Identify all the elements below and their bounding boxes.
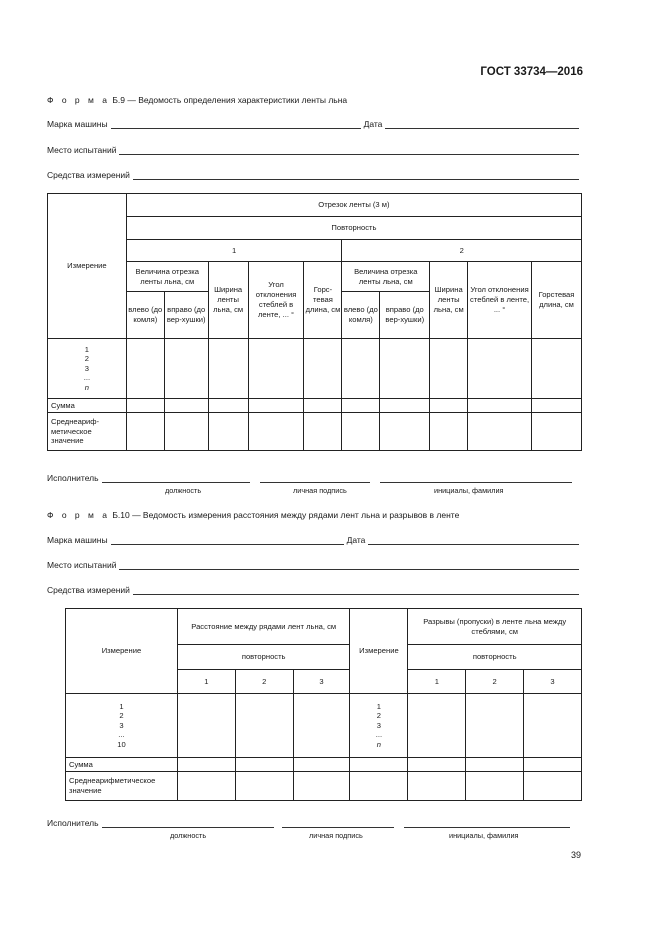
row-1: 1 [84,344,90,354]
machine-label: Марка машины [47,535,108,545]
data-cell[interactable] [235,694,293,758]
avg-cell[interactable] [126,413,164,451]
form9-signature [47,473,579,495]
tools-line[interactable] [133,585,579,595]
avg-cell[interactable] [350,772,408,801]
form9-table [47,193,582,451]
col-3: 3 [293,670,350,694]
sum-cell[interactable] [524,758,582,772]
data-cell[interactable] [164,339,208,399]
sum-cell[interactable] [293,758,350,772]
sum-cell[interactable] [177,758,235,772]
machine-line[interactable] [111,535,344,545]
data-cell[interactable] [248,339,304,399]
form9-word: Ф о р м а [47,95,110,105]
machine-line[interactable] [111,119,361,129]
gaps-header: Разрывы (пропуски) в ленте льна между стеблями, см [408,609,582,645]
avg-cell[interactable] [293,772,350,801]
avg-cell[interactable] [177,772,235,801]
col-2: 2 [466,670,524,694]
distance-header: Расстояние между рядами лент льна, см [177,609,350,645]
tools-label: Средства измерений [47,170,130,180]
data-cell[interactable] [468,339,532,399]
avg-cell[interactable] [466,772,524,801]
measure-header-right: Измерение [350,609,408,694]
position-caption: должность [170,831,207,840]
data-cell[interactable] [177,694,235,758]
form10-place-field[interactable] [47,560,579,570]
avg-cell[interactable] [164,413,208,451]
sum-cell[interactable] [126,399,164,413]
left-header-2: влево (до комля) [342,292,380,339]
form10-title [47,510,459,520]
rows-label-right [350,694,408,758]
position-line[interactable] [102,818,274,828]
repeat-header-right: повторность [408,645,582,670]
sum-cell[interactable] [468,399,532,413]
signature-line[interactable] [260,473,370,483]
position-line[interactable] [102,473,250,483]
row-n: n [376,739,382,749]
measure-header-left: Измерение [66,609,178,694]
date-label: Дата [346,535,366,545]
row-3: 3 [119,720,124,730]
row-10: 10 [117,739,126,749]
right-header-2: вправо (до вер-хушки) [380,292,430,339]
col-1: 1 [408,670,466,694]
place-label: Место испытаний [47,560,117,570]
avg-cell[interactable] [531,413,581,451]
avg-cell[interactable] [304,413,342,451]
date-line[interactable] [385,119,579,129]
form9-place-field[interactable] [47,145,579,155]
avg-cell[interactable] [524,772,582,801]
avg-cell[interactable] [208,413,248,451]
row-3: 3 [84,363,90,373]
date-label: Дата [363,119,383,129]
form10-table [65,608,582,801]
tools-label: Средства измерений [47,585,130,595]
row-dots: ... [375,730,383,740]
signature-line[interactable] [282,818,394,828]
sum-cell[interactable] [342,399,380,413]
data-cell[interactable] [408,694,466,758]
data-cell[interactable] [342,339,380,399]
row-1: 1 [119,701,124,711]
tools-line[interactable] [133,170,579,180]
row-1: 1 [376,701,382,711]
avg-cell[interactable] [408,772,466,801]
place-line[interactable] [119,145,579,155]
row-3: 3 [376,720,382,730]
avg-label: Среднеарифметическое значение [66,772,178,801]
machine-label: Марка машины [47,119,108,129]
form9-title [47,95,347,105]
sum-cell[interactable] [248,399,304,413]
right-header-1: вправо (до вер-хушки) [164,292,208,339]
avg-cell[interactable] [248,413,304,451]
row-dots: ... [83,373,91,383]
angle-header-1: Угол отклонения стеблей в ленте, ... ° [248,262,304,339]
place-label: Место испытаний [47,145,117,155]
sum-cell[interactable] [304,399,342,413]
form10-signature [47,818,579,840]
form9-machine-field[interactable] [47,119,579,129]
sum-cell[interactable] [531,399,581,413]
avg-cell[interactable] [430,413,468,451]
data-cell[interactable] [524,694,582,758]
page-number: 39 [570,850,581,860]
gorst-header-2: Горстевая длина, см [531,262,581,339]
form9-tools-field[interactable] [47,170,579,180]
standard-number: ГОСТ 33734—2016 [480,66,583,78]
form10-machine-field[interactable] [47,535,579,545]
rows-label-left [66,694,178,758]
row-dots: ... [118,730,125,740]
form10-word: Ф о р м а [47,510,110,520]
sum-label: Сумма [48,399,127,413]
col-1: 1 [177,670,235,694]
executor-label: Исполнитель [47,818,99,828]
repeat-header-left: повторность [177,645,350,670]
sum-cell[interactable] [408,758,466,772]
gorst-header-1: Горс-тевая длина, см [304,262,342,339]
data-cell[interactable] [430,339,468,399]
avg-cell[interactable] [342,413,380,451]
sum-cell[interactable] [350,758,408,772]
data-cell[interactable] [531,339,581,399]
seg-size-header-1: Величина отрезка ленты льна, см [126,262,208,292]
data-cell[interactable] [293,694,350,758]
col-2: 2 [235,670,293,694]
seg-size-header-2: Величина отрезка ленты льна, см [342,262,430,292]
sum-cell[interactable] [430,399,468,413]
place-line[interactable] [119,560,579,570]
width-header-2: Ширина ленты льна, см [430,262,468,339]
angle-header-2: Угол отклонения стеблей в ленте, ... ° [468,262,532,339]
signature-caption: личная подпись [309,831,363,840]
avg-label: Среднеариф-метическое значение [48,413,127,451]
sum-cell[interactable] [235,758,293,772]
row-n: n [84,382,90,392]
repeat-header: Повторность [126,217,581,240]
sum-cell[interactable] [466,758,524,772]
row-2: 2 [84,354,90,364]
executor-label: Исполнитель [47,473,99,483]
data-cell[interactable] [208,339,248,399]
col-3: 3 [524,670,582,694]
rows-label [48,339,127,399]
data-cell[interactable] [304,339,342,399]
segment-header: Отрезок ленты (3 м) [126,194,581,217]
rep1-header: 1 [126,240,342,262]
measure-header: Измерение [48,194,127,339]
date-line[interactable] [368,535,579,545]
avg-cell[interactable] [380,413,430,451]
width-header-1: Ширина ленты льна, см [208,262,248,339]
position-caption: должность [165,486,202,495]
sum-cell[interactable] [164,399,208,413]
signature-caption: личная подпись [293,486,347,495]
form10-tools-field[interactable] [47,585,579,595]
left-header-1: влево (до комля) [126,292,164,339]
row-2: 2 [119,711,124,721]
rep2-header: 2 [342,240,582,262]
data-cell[interactable] [126,339,164,399]
initials-caption: инициалы, фамилия [434,486,504,495]
data-cell[interactable] [380,339,430,399]
avg-cell[interactable] [468,413,532,451]
initials-line[interactable] [380,473,572,483]
sum-cell[interactable] [208,399,248,413]
initials-line[interactable] [404,818,570,828]
sum-label: Сумма [66,758,178,772]
form9-title-text: Б.9 — Ведомость определения характеристики ленты льна [112,95,348,105]
row-2: 2 [376,711,382,721]
sum-cell[interactable] [380,399,430,413]
avg-cell[interactable] [235,772,293,801]
data-cell[interactable] [466,694,524,758]
form10-title-text: Б.10 — Ведомость измерения расстояния между рядами лент льна и разрывов в ленте [112,510,460,520]
initials-caption: инициалы, фамилия [449,831,519,840]
